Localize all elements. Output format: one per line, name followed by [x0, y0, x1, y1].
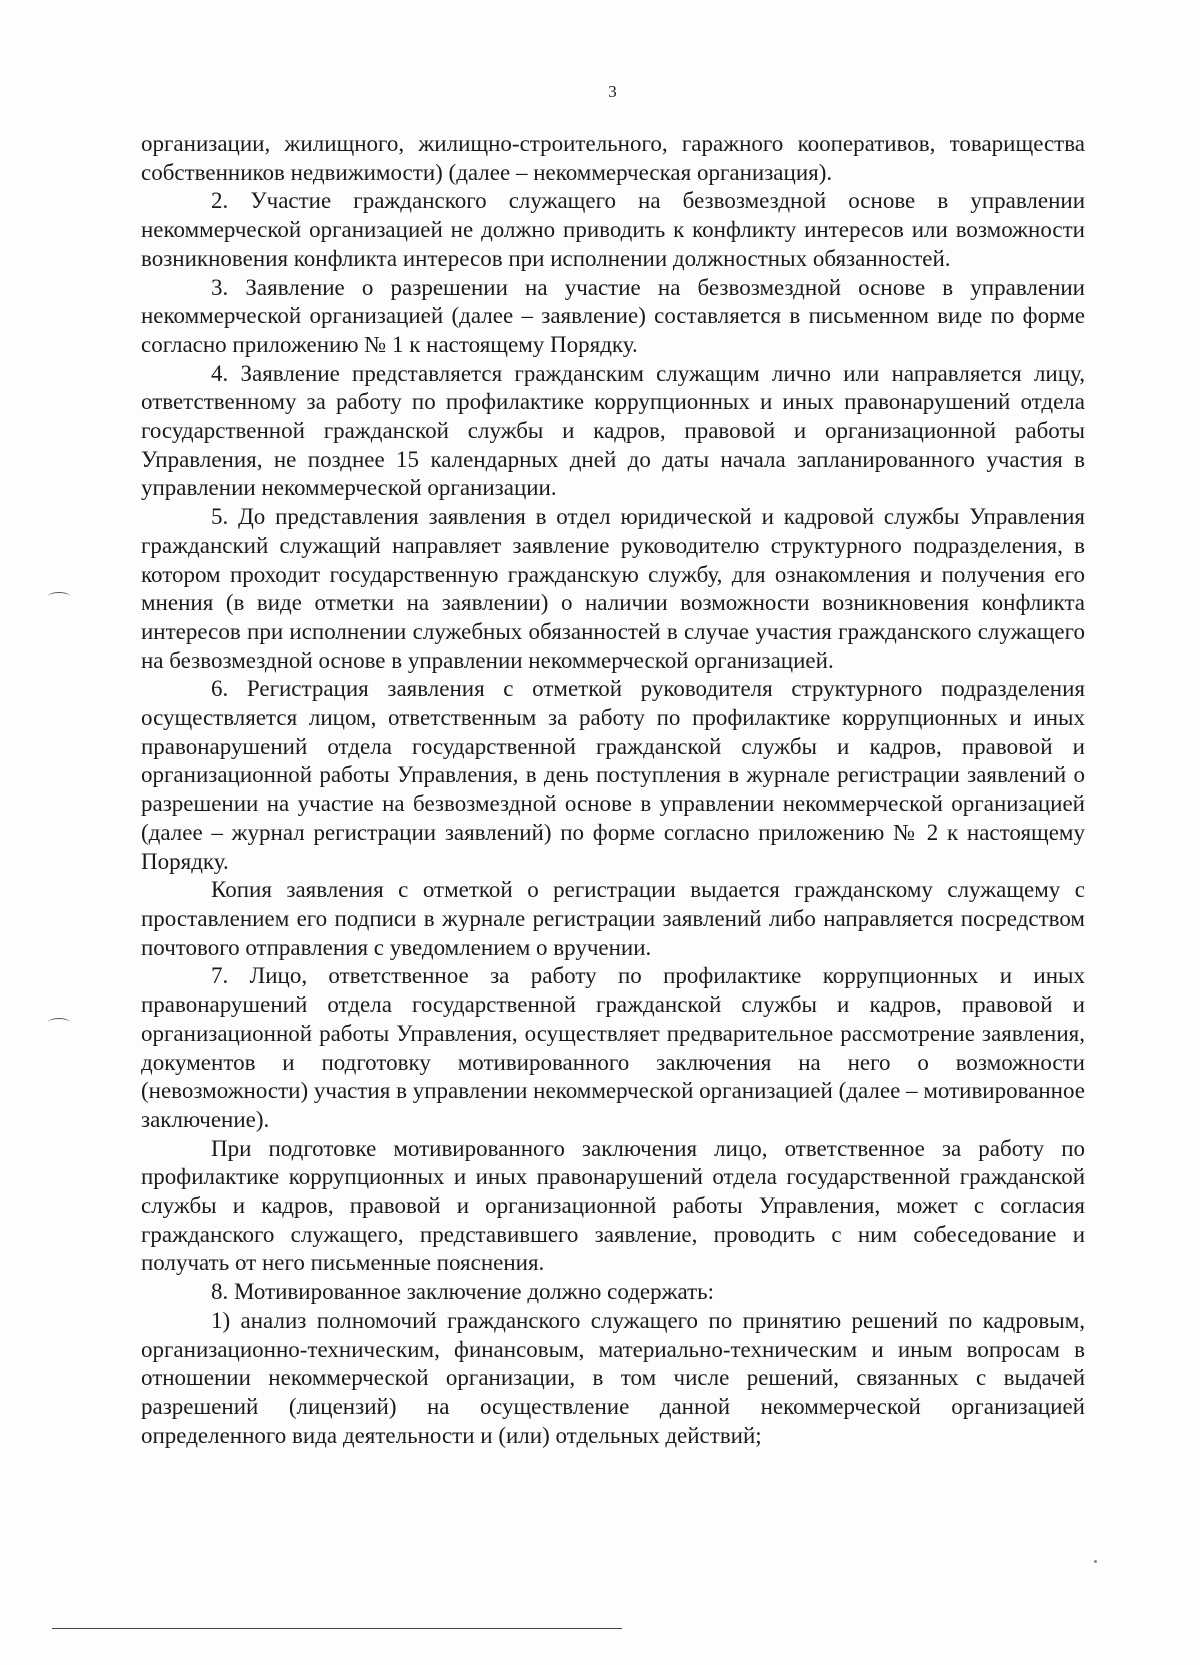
paragraph: 3. Заявление о разрешении на участие на безвозмездной основе в управлении некоммерческой организацией (далее – заявление) составляется в письменном виде по форме согласно приложению № 1 к настоящему Порядку.	[141, 274, 1085, 357]
margin-mark	[48, 1018, 70, 1027]
paragraph: При подготовке мотивированного заключения лицо, ответственное за работу по профилактике коррупционных и иных правонарушений отдела государственной гражданской службы и кадров, правовой и организационной работы Управления, может с согласия гражданского служащего, представившего заявление, проводить с ним собеседование и получать от него письменные пояснения.	[141, 1135, 1085, 1276]
scan-speck	[1094, 1560, 1097, 1563]
paragraph: Копия заявления с отметкой о регистрации выдается гражданскому служащему с проставлением его подписи в журнале регистрации заявлений либо направляется посредством почтового отправления с уведомлением о вручении.	[141, 877, 1085, 960]
page-number: 3	[608, 82, 617, 101]
paragraph: 1) анализ полномочий гражданского служащего по принятию решений по кадровым, организационно-техническим, финансовым, материально-техническим и иным вопросам в отношении некоммерческой организации, в том числе решений, связанных с выдачей разрешений (лицензий) на осуществление данной некоммерческой организацией определенного вида деятельности и (или) отдельных действий;	[141, 1307, 1085, 1448]
paragraph: 7. Лицо, ответственное за работу по профилактике коррупционных и иных правонарушений отдела государственной гражданской службы и кадров, правовой и организационной работы Управления, осуществляет предварительное рассмотрение заявления, документов и подготовку мотивированного заключения на него о возможности (невозможности) участия в управлении некоммерческой организацией (далее – мотивированное заключение).	[141, 963, 1085, 1132]
paragraph: 2. Участие гражданского служащего на безвозмездной основе в управлении некоммерческой организацией не должно приводить к конфликту интересов или возможности возникновения конфликта интересов при исполнении должностных обязанностей.	[141, 188, 1085, 271]
margin-mark	[48, 592, 70, 601]
paragraph: 6. Регистрация заявления с отметкой руководителя структурного подразделения осуществляется лицом, ответственным за работу по профилактике коррупционных и иных правонарушений отдела государственной гражданской службы и кадров, правовой и организационной работы Управления, в день поступления в журнале регистрации заявлений о разрешении на участие на безвозмездной основе в управлении некоммерческой организацией (далее – журнал регистрации заявлений) по форме согласно приложению № 2 к настоящему Порядку.	[141, 676, 1085, 874]
paragraph: организации, жилищного, жилищно-строительного, гаражного кооперативов, товарищества собственников недвижимости) (далее – некоммерческая организация).	[141, 131, 1085, 185]
footer-rule	[52, 1628, 622, 1629]
paragraph: 5. До представления заявления в отдел юридической и кадровой службы Управления гражданский служащий направляет заявление руководителю структурного подразделения, в котором проходит государственную гражданскую службу, для ознакомления и получения его мнения (в виде отметки на заявлении) о наличии возможности возникновения конфликта интересов при исполнении служебных обязанностей в случае участия гражданского служащего на безвозмездной основе в управлении некоммерческой организацией.	[141, 504, 1085, 673]
paragraph: 4. Заявление представляется гражданским служащим лично или направляется лицу, ответственному за работу по профилактике коррупционных и иных правонарушений отдела государственной гражданской службы и кадров, правовой и организационной работы Управления, не позднее 15 календарных дней до даты начала запланированного участия в управлении некоммерческой организации.	[141, 360, 1085, 501]
paragraph: 8. Мотивированное заключение должно содержать:	[211, 1279, 715, 1305]
document-body	[141, 130, 1085, 1450]
